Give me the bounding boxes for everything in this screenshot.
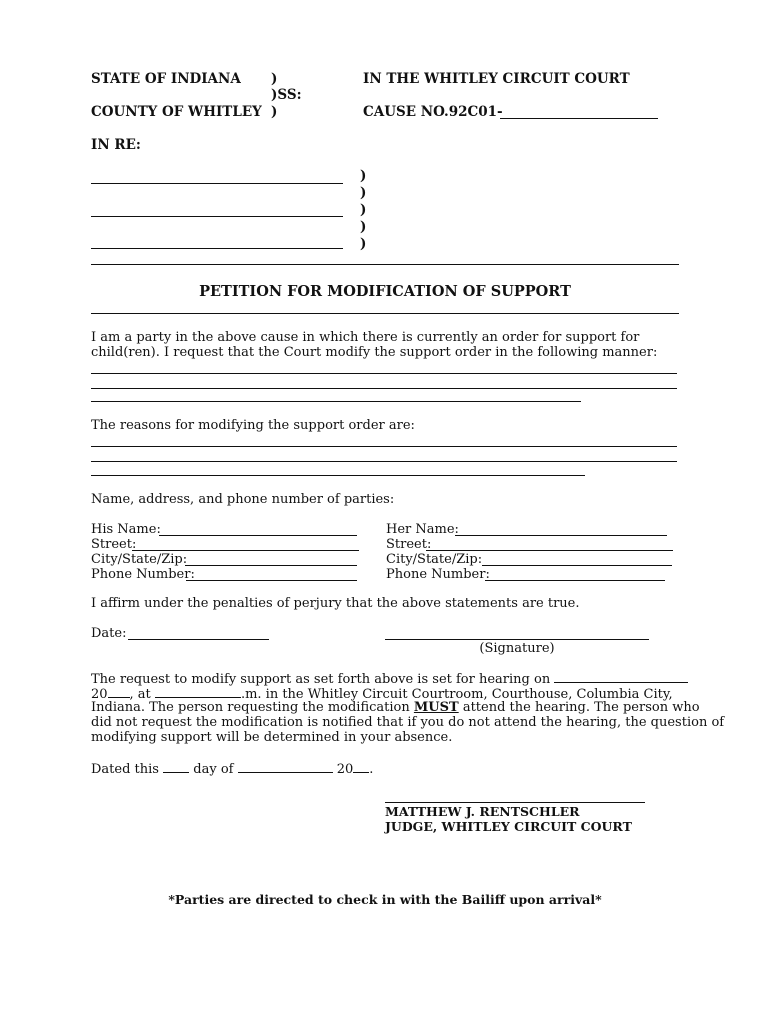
her-street-label: Street: [386,537,432,552]
hearing-year-field[interactable] [108,685,130,698]
hearing-text: The request to modify support as set forth above is set for hearing on [91,672,551,687]
header-paren: ) [271,71,278,87]
caption-paren: ) [360,219,367,235]
dated-year-field[interactable] [353,760,369,773]
ss-label: )SS: [271,87,302,103]
her-city-field[interactable] [482,565,672,566]
dated-text: 20 [336,762,354,777]
dated-text: . [369,762,374,777]
year-prefix: 20 [91,687,108,702]
parties-label: Name, address, and phone number of parties: [91,492,395,507]
page-title: PETITION FOR MODIFICATION OF SUPPORT [199,283,571,300]
hearing-date-field[interactable] [554,670,688,683]
date-field[interactable] [128,639,269,640]
caption-party-line[interactable] [91,248,343,249]
her-city-label: City/State/Zip: [386,552,483,567]
request-paragraph: I am a party in the above cause in which there is currently an order for support for child(ren). I request that the Court modify the support order in the following manner: [91,330,658,360]
cause-number-field[interactable] [500,118,658,119]
her-street-field[interactable] [426,550,673,551]
reasons-line[interactable] [91,475,585,476]
her-name-label: Her Name: [386,522,459,537]
divider [91,264,679,265]
dated-day-field[interactable] [163,760,189,773]
caption-paren: ) [360,185,367,201]
his-phone-field[interactable] [186,580,357,581]
his-name-label: His Name: [91,522,161,537]
state-label: STATE OF INDIANA [91,71,241,87]
county-label: COUNTY OF WHITLEY [91,104,262,120]
hearing-text: attend the hearing. The person who [462,700,700,715]
his-street-label: Street: [91,537,137,552]
judge-title: JUDGE, WHITLEY CIRCUIT COURT [385,819,632,834]
dated-month-field[interactable] [238,760,333,773]
caption-party-line[interactable] [91,183,343,184]
hearing-line-3 [91,700,700,715]
request-line[interactable] [91,401,581,402]
caption-paren: ) [360,168,367,184]
his-street-field[interactable] [132,550,359,551]
hearing-time-field[interactable] [155,685,241,698]
signature-field[interactable] [385,639,649,640]
her-phone-field[interactable] [485,580,665,581]
caption-party-line[interactable] [91,216,343,217]
his-city-label: City/State/Zip: [91,552,188,567]
hearing-text: Indiana. The person requesting the modification [91,700,410,715]
request-line[interactable] [91,373,677,374]
hearing-line-4: did not request the modification is notified that if you do not attend the hearing, the question of [91,715,725,730]
hearing-text: , at [129,687,151,702]
reasons-line[interactable] [91,446,677,447]
footer-note: *Parties are directed to check in with the Bailiff upon arrival* [168,892,602,907]
reasons-label: The reasons for modifying the support order are: [91,418,415,433]
hearing-text: .m. in the Whitley Circuit Courtroom, Courthouse, Columbia City, [240,687,673,702]
her-name-field[interactable] [455,535,667,536]
hearing-line-5: modifying support will be determined in your absence. [91,730,453,745]
affirm-statement: I affirm under the penalties of perjury that the above statements are true. [91,596,580,611]
dated-text: day of [193,762,234,777]
caption-paren: ) [360,202,367,218]
caption-paren: ) [360,236,367,252]
must-emphasis: MUST [413,700,459,715]
his-city-field[interactable] [185,565,357,566]
header-paren: ) [271,104,278,120]
in-re-label: IN RE: [91,137,141,153]
judge-signature-line[interactable] [385,802,645,803]
request-line[interactable] [91,388,677,389]
dated-line [91,760,373,777]
his-phone-label: Phone Number: [91,567,195,582]
date-label: Date: [91,626,127,641]
reasons-line[interactable] [91,461,677,462]
judge-name: MATTHEW J. RENTSCHLER [385,804,580,819]
her-phone-label: Phone Number: [386,567,490,582]
divider [91,313,679,314]
signature-label: (Signature) [479,641,555,656]
cause-label: CAUSE NO.92C01- [363,104,503,120]
dated-text: Dated this [91,762,159,777]
court-label: IN THE WHITLEY CIRCUIT COURT [363,71,630,87]
his-name-field[interactable] [159,535,357,536]
